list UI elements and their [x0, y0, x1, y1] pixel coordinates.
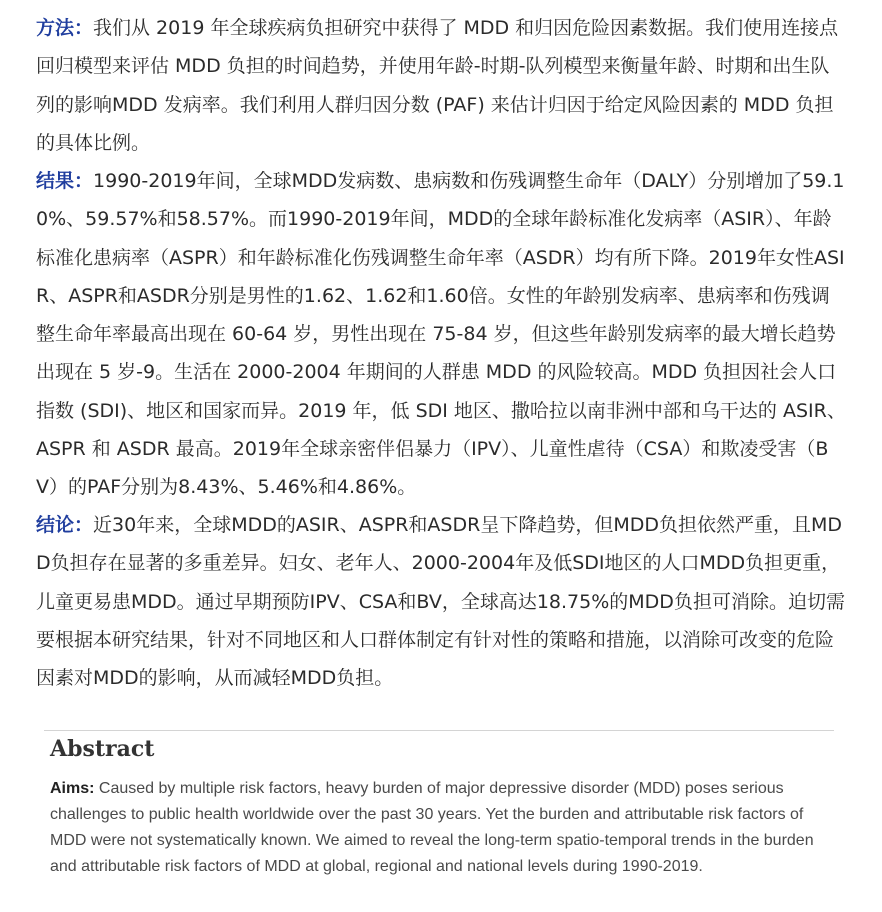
conclusion-paragraph: [36, 506, 848, 697]
aims-text: Caused by multiple risk factors, heavy burden of major depressive disorder (MDD) poses serious challenges to public health worldwide over the past 30 years. Yet the burden and attributable risk factors of MDD were not systematically known. We aimed to reveal the long-term spatio-temporal trends in the burden and attributable risk factors of MDD at global, regional and national levels during 1990-2019.: [50, 780, 814, 875]
abstract-section: [44, 730, 834, 880]
aims-label: Aims:: [50, 780, 95, 797]
results-label: 结果：: [36, 170, 94, 192]
methods-paragraph: [36, 9, 848, 162]
methods-label: 方法：: [36, 17, 94, 39]
conclusion-text: 近30年来，全球MDD的ASIR、ASPR和ASDR呈下降趋势，但MDD负担依然严重，且MDD负担存在显著的多重差异。妇女、老年人、2000-2004年及低SDI地区的人口MDD负担更重，儿童更易患MDD。通过早期预防IPV、CSA和BV，全球高达18.75%的MDD负担可消除。迫切需要根据本研究结果，针对不同地区和人口群体制定有针对性的策略和措施，以消除可改变的危险因素对MDD的影响，从而减轻MDD负担。: [36, 514, 845, 690]
methods-text: 我们从 2019 年全球疾病负担研究中获得了 MDD 和归因危险因素数据。我们使用连接点回归模型来评估 MDD 负担的时间趋势，并使用年龄-时期-队列模型来衡量年龄、时期和出生队列的影响MDD 发病率。我们利用人群归因分数 (PAF) 来估计归因于给定风险因素的 MDD 负担的具体比例。: [36, 17, 839, 154]
results-paragraph: [36, 162, 848, 507]
conclusion-label: 结论：: [36, 514, 94, 536]
abstract-heading: Abstract: [50, 736, 155, 762]
results-text: 1990-2019年间，全球MDD发病数、患病数和伤残调整生命年（DALY）分别增加了59.10%、59.57%和58.57%。而1990-2019年间，MDD的全球年龄标准化发病率（ASIR）、年龄标准化患病率（ASPR）和年龄标准化伤残调整生命年率（ASDR）均有所下降。2019年女性ASIR、ASPR和ASDR分别是男性的1.62、1.62和1.60倍。女性的年龄别发病率、患病率和伤残调整生命年率最高出现在 60-64 岁，男性出现在 75-84 岁，但这些年龄别发病率的最大增长趋势出现在 5 岁-9。生活在 2000-2004 年期间的人群患 MDD 的风险较高。MDD 负担因社会人口指数 (SDI)、地区和国家而异。2019 年，低 SDI 地区、撒哈拉以南非洲中部和乌干达的 ASIR、ASPR 和 ASDR 最高。2019年全球亲密伴侣暴力（IPV）、儿童性虐待（CSA）和欺凌受害（BV）的PAF分别为8.43%、5.46%和4.86%。: [36, 170, 846, 499]
abstract-aims-paragraph: [50, 776, 840, 880]
